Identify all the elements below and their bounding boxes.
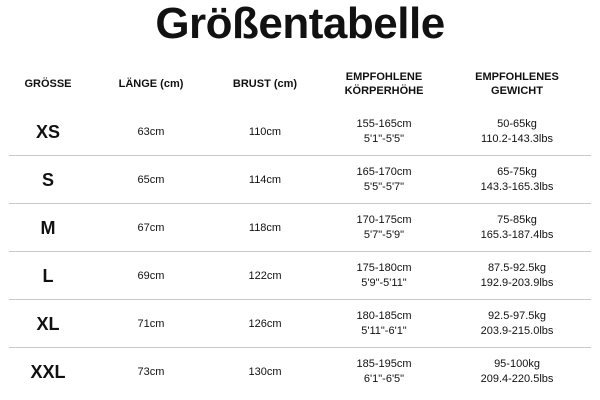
weight-lbs: 165.3-187.4lbs <box>480 229 554 241</box>
chest-cell: 118cm <box>248 221 282 234</box>
length-cell: 69cm <box>137 269 165 282</box>
height-cell <box>324 204 444 252</box>
length-cell: 73cm <box>137 365 165 378</box>
weight-cell <box>444 204 590 252</box>
weight-cell <box>444 300 590 348</box>
weight-kg: 92.5-97.5kg <box>487 310 547 322</box>
height-cell <box>324 252 444 300</box>
weight-kg: 95-100kg <box>494 358 540 370</box>
length-cell: 67cm <box>137 221 165 234</box>
height-cm: 155-165cm <box>356 118 412 130</box>
header-length-label: LÄNGE (cm) <box>118 78 184 90</box>
length-cell: 63cm <box>137 125 165 138</box>
height-cm: 185-195cm <box>356 358 412 370</box>
height-ft: 5'9"-5'11" <box>361 277 407 289</box>
chest-cell: 110cm <box>248 125 282 138</box>
height-cell <box>324 108 444 156</box>
weight-lbs: 192.9-203.9lbs <box>480 277 554 289</box>
weight-kg: 50-65kg <box>497 118 537 130</box>
height-cm: 175-180cm <box>356 262 412 274</box>
weight-kg: 65-75kg <box>497 166 537 178</box>
weight-cell <box>444 156 590 204</box>
weight-kg: 87.5-92.5kg <box>487 262 547 274</box>
size-cell: XS <box>35 122 60 142</box>
height-cell <box>324 300 444 348</box>
size-cell: XXL <box>30 362 66 382</box>
chest-cell: 114cm <box>248 173 282 186</box>
header-weight-line1: EMPFOHLENES <box>475 71 559 83</box>
height-ft: 5'7"-5'9" <box>363 229 405 241</box>
chest-cell: 130cm <box>248 365 282 378</box>
table-row <box>0 108 600 156</box>
header-height <box>324 64 444 104</box>
header-weight <box>444 64 590 104</box>
header-height-line1: EMPFOHLENE <box>345 71 423 83</box>
weight-cell <box>444 348 590 396</box>
weight-lbs: 143.3-165.3lbs <box>480 181 554 193</box>
height-cm: 180-185cm <box>356 310 412 322</box>
header-weight-line2: GEWICHT <box>491 85 543 97</box>
weight-lbs: 209.4-220.5lbs <box>480 373 554 385</box>
table-row <box>0 204 600 252</box>
table-header <box>0 64 600 104</box>
header-size-label: GRÖSSE <box>24 78 72 90</box>
weight-cell <box>444 252 590 300</box>
table-row <box>0 156 600 204</box>
header-length <box>96 64 206 104</box>
height-cell <box>324 156 444 204</box>
weight-lbs: 203.9-215.0lbs <box>480 325 554 337</box>
height-cm: 165-170cm <box>356 166 412 178</box>
height-ft: 5'11"-6'1" <box>361 325 407 337</box>
header-size <box>0 64 96 104</box>
size-cell: M <box>40 218 56 238</box>
size-cell: XL <box>36 314 60 334</box>
header-chest <box>206 64 324 104</box>
header-chest-label: BRUST (cm) <box>232 78 298 90</box>
table-row <box>0 348 600 396</box>
size-table-body <box>0 108 600 396</box>
size-cell: S <box>41 170 54 190</box>
weight-lbs: 110.2-143.3lbs <box>481 133 553 145</box>
height-ft: 5'5"-5'7" <box>363 181 405 193</box>
height-ft: 5'1"-5'5" <box>363 133 405 145</box>
height-cm: 170-175cm <box>356 214 412 226</box>
page-title: Größentabelle <box>155 0 445 48</box>
weight-kg: 75-85kg <box>497 214 537 226</box>
height-cell <box>324 348 444 396</box>
length-cell: 71cm <box>137 317 165 330</box>
length-cell: 65cm <box>137 173 165 186</box>
size-cell: L <box>42 266 54 286</box>
header-height-line2: KÖRPERHÖHE <box>344 85 424 97</box>
table-row <box>0 300 600 348</box>
height-ft: 6'1"-6'5" <box>363 373 405 385</box>
chest-cell: 126cm <box>248 317 282 330</box>
chest-cell: 122cm <box>248 269 282 282</box>
weight-cell <box>444 108 590 156</box>
table-row <box>0 252 600 300</box>
